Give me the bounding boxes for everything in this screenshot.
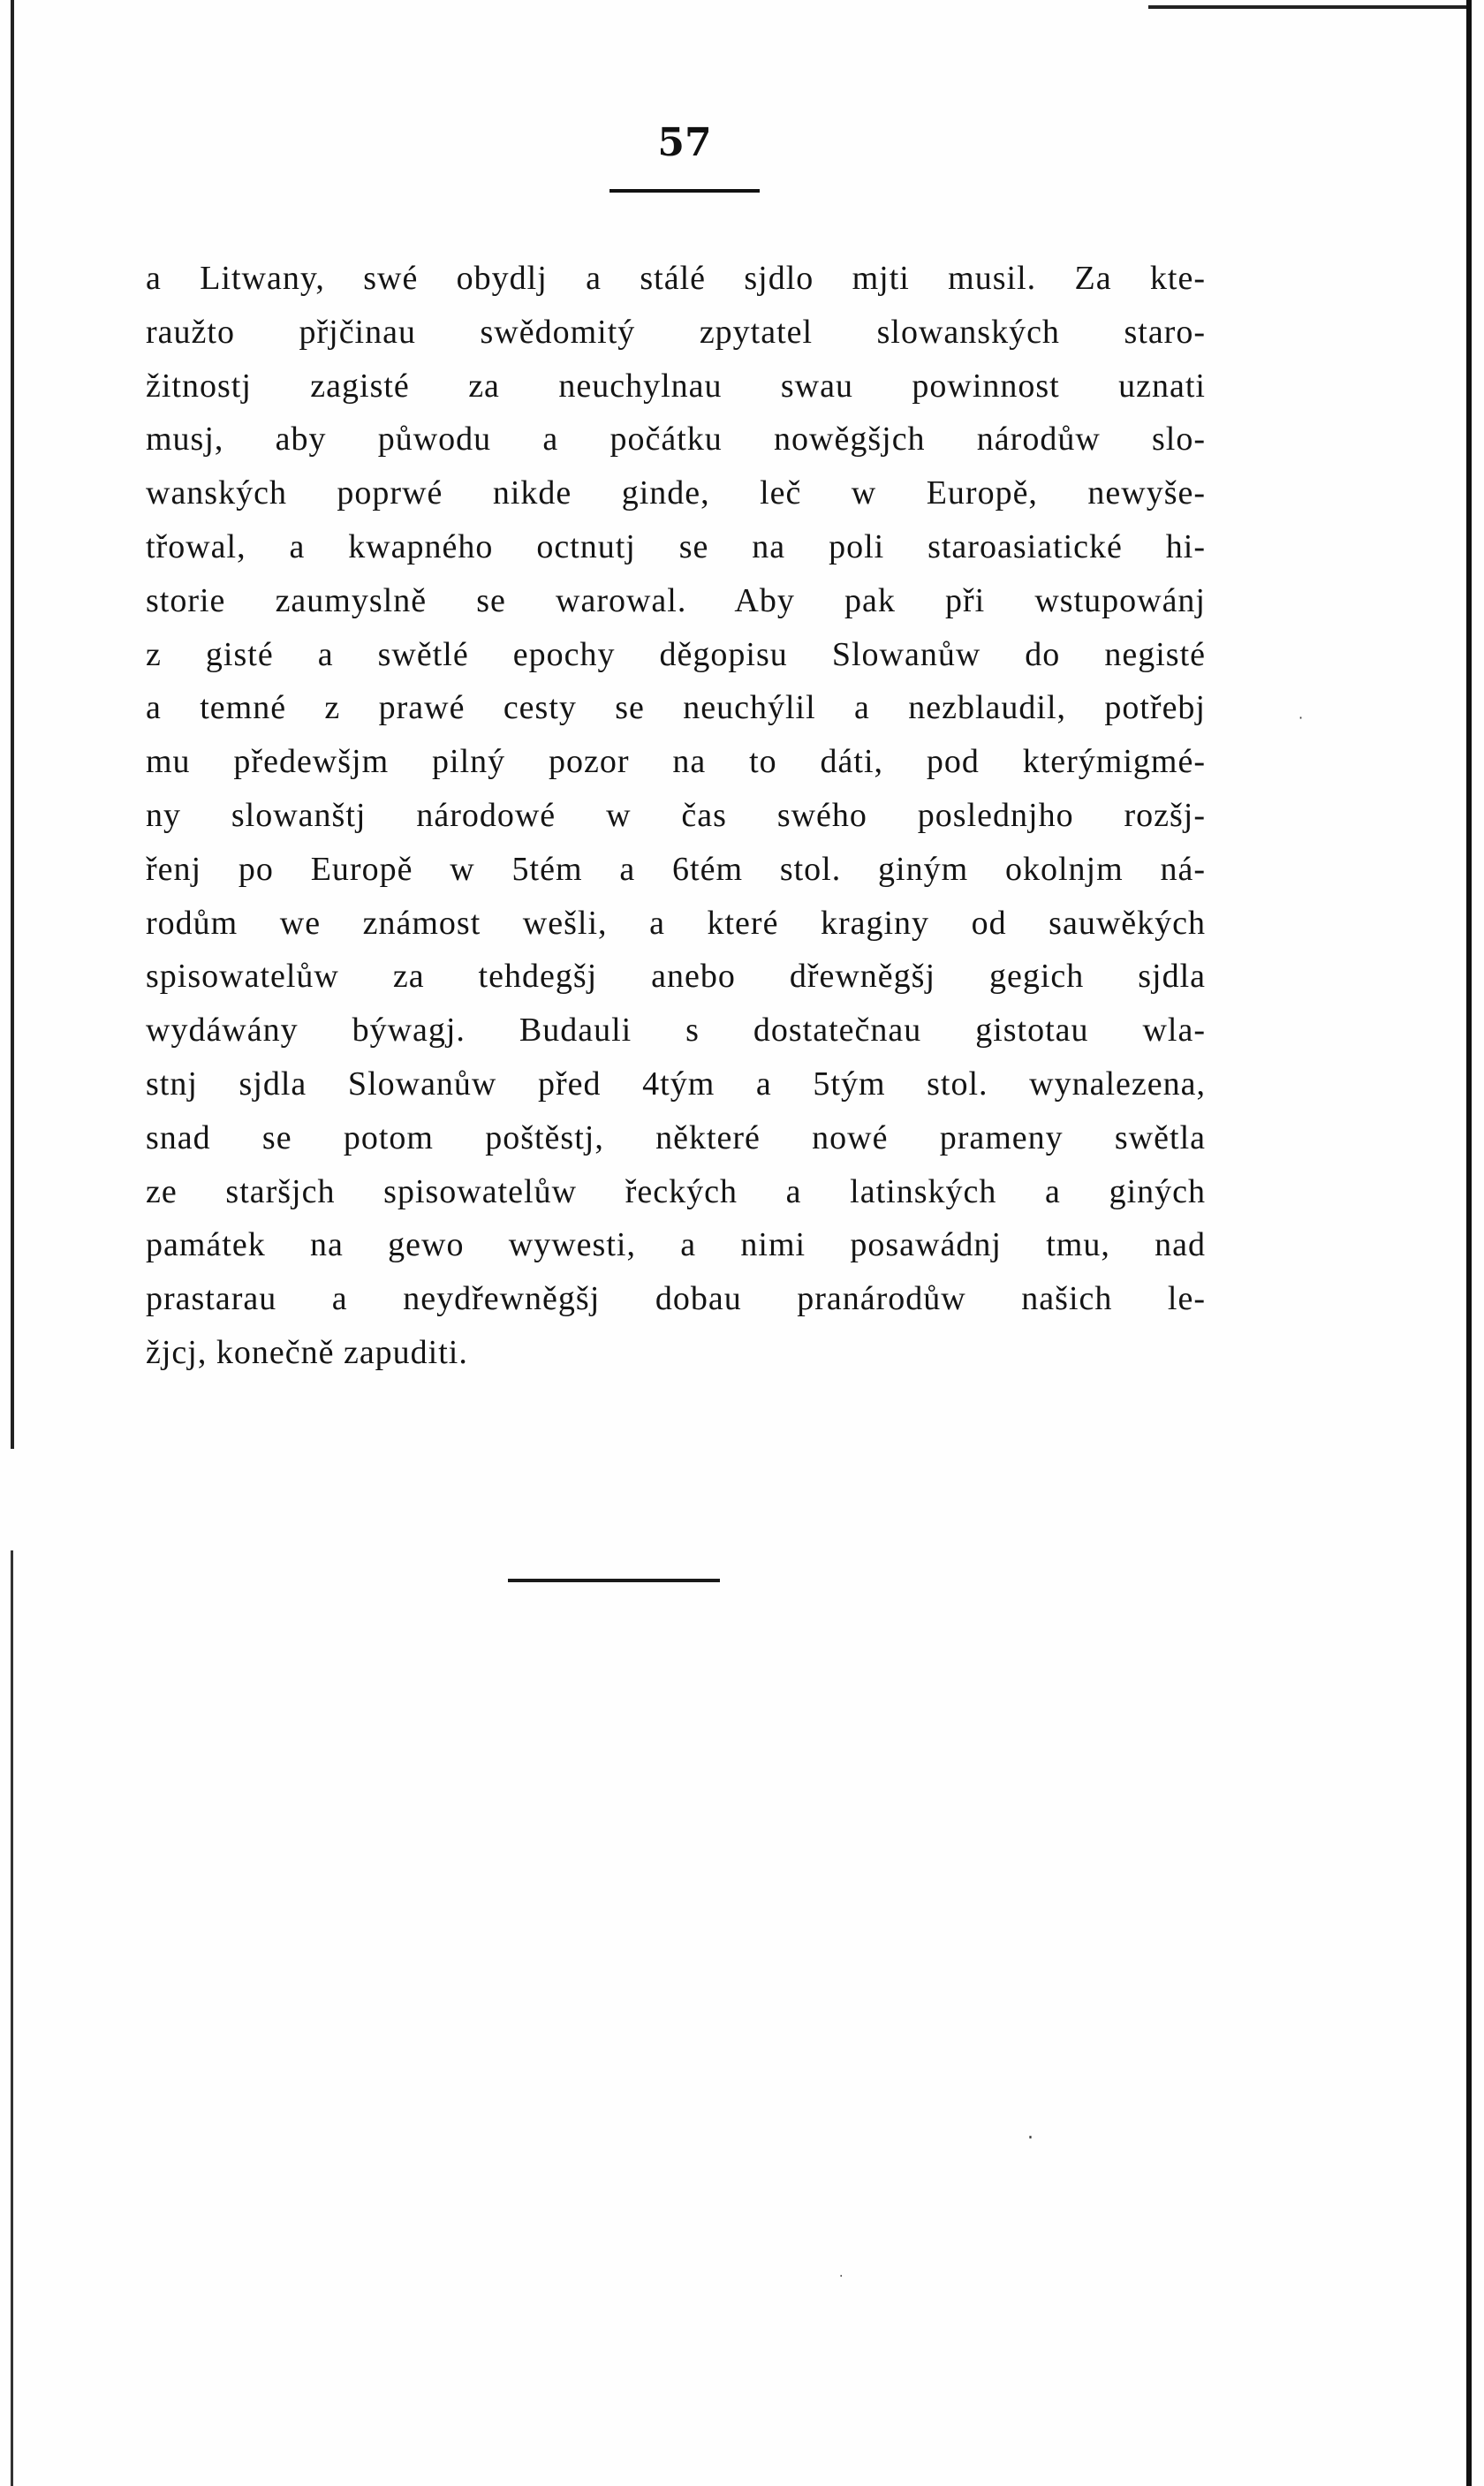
text-line: řenj po Europě w 5tém a 6tém stol. giným okolnjm ná- bbox=[146, 850, 1206, 888]
text-line: z gisté a swětlé epochy děgopisu Slowanůw do negisté bbox=[146, 635, 1206, 673]
footer-rule bbox=[508, 1579, 720, 1582]
scan-border-top bbox=[1148, 5, 1466, 9]
scan-border-right bbox=[1466, 0, 1472, 2486]
text-line: prastarau a neydřewněgšj dobau pranárodůw našich le- bbox=[146, 1280, 1206, 1318]
text-line: a temné z prawé cesty se neuchýlil a nezblaudil, potřebj bbox=[146, 689, 1206, 727]
text-line: ze staršjch spisowatelůw řeckých a latinských a giných bbox=[146, 1172, 1206, 1210]
text-line: třowal, a kwapného octnutj se na poli staroasiatické hi- bbox=[146, 527, 1206, 565]
text-line: storie zaumyslně se warowal. Aby pak při wstupowánj bbox=[146, 581, 1206, 619]
text-line: snad se potom poštěstj, některé nowé prameny swětla bbox=[146, 1118, 1206, 1156]
text-line: musj, aby půwodu a počátku nowěgšjch národůw slo- bbox=[146, 421, 1206, 459]
text-line: spisowatelůw za tehdegšj anebo dřewněgšj gegich sjdla bbox=[146, 958, 1206, 996]
header-rule bbox=[610, 189, 760, 193]
text-line: rodům we známost wešli, a které kraginy od sauwěkých bbox=[146, 904, 1206, 942]
ink-speck: · bbox=[1298, 709, 1304, 726]
scan-border-left-lower bbox=[11, 1550, 13, 2486]
page-number: 57 bbox=[657, 120, 712, 165]
scan-border-left bbox=[11, 0, 14, 1449]
text-line-last: žjcj, konečně zapuditi. bbox=[146, 1333, 468, 1371]
ink-speck: · bbox=[839, 2270, 844, 2284]
text-line: a Litwany, swé obydlj a stálé sjdlo mjti musil. Za kte- bbox=[146, 260, 1206, 297]
text-line: wydáwány býwagj. Budauli s dostatečnau gistotau wla- bbox=[146, 1012, 1206, 1050]
text-line: mu předewšjm pilný pozor na to dáti, pod kterýmigmé- bbox=[146, 743, 1206, 781]
text-line: stnj sjdla Slowanůw před 4tým a 5tým stol. wynalezena, bbox=[146, 1065, 1206, 1103]
text-line: raužto přjčinau swědomitý zpytatel slowanských staro- bbox=[146, 313, 1206, 351]
ink-speck: · bbox=[1027, 2127, 1034, 2149]
text-line: ny slowanštj národowé w čas swého poslednjho rozšj- bbox=[146, 796, 1206, 834]
body-text bbox=[146, 252, 1206, 1380]
text-line: památek na gewo wywesti, a nimi posawádnj tmu, nad bbox=[146, 1226, 1206, 1264]
text-line: wanských poprwé nikde ginde, leč w Europě, newyše- bbox=[146, 474, 1206, 512]
text-line: žitnostj zagisté za neuchylnau swau powinnost uznati bbox=[146, 367, 1206, 405]
